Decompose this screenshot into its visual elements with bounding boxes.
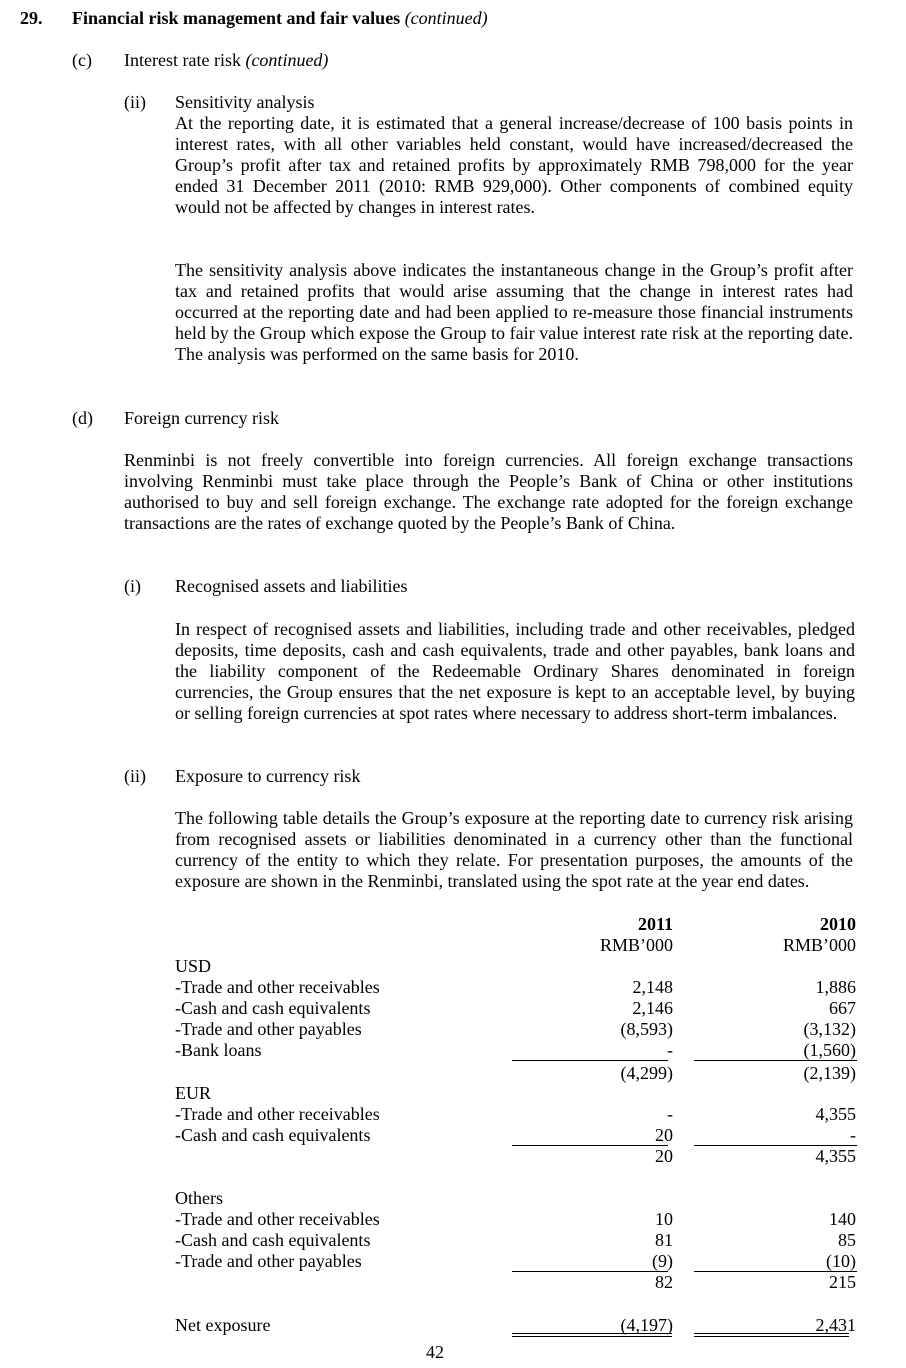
section-d-ii-title: Exposure to currency risk (175, 766, 361, 786)
column-header-2011: 2011 (637, 914, 673, 934)
others-heading: Others (175, 1188, 223, 1208)
table-cell-2011: (8,593) (620, 1019, 673, 1039)
usd-total-2010: (2,139) (803, 1063, 856, 1083)
section-c-ii-label: (ii) (124, 92, 146, 112)
section-d-i-title: Recognised assets and liabilities (175, 576, 408, 596)
table-cell-2011: 20 (655, 1125, 673, 1145)
net-double-rule-2011 (512, 1333, 672, 1337)
table-cell-2011: (9) (652, 1251, 673, 1271)
table-cell-2011: 81 (655, 1230, 673, 1250)
table-cell-2011: 2,148 (632, 977, 673, 997)
table-cell-2010: 140 (829, 1209, 856, 1229)
table-row-label: -Cash and cash equivalents (175, 1125, 371, 1145)
section-c-label: (c) (72, 50, 92, 70)
section-d-i-label: (i) (124, 576, 141, 596)
net-exposure-label: Net exposure (175, 1315, 271, 1335)
note-title (72, 8, 488, 29)
table-cell-2011: 2,146 (632, 998, 673, 1018)
column-unit-2010: RMB’000 (782, 935, 856, 955)
note-title-text: Financial risk management and fair values (72, 8, 401, 28)
table-row-label: -Cash and cash equivalents (175, 998, 371, 1018)
eur-total-2011: 20 (655, 1146, 673, 1166)
net-exposure-2010: 2,431 (815, 1315, 856, 1335)
usd-total-2011: (4,299) (620, 1063, 673, 1083)
others-total-2011: 82 (655, 1272, 673, 1292)
section-c-title (124, 50, 328, 71)
column-unit-2011: RMB’000 (599, 935, 673, 955)
table-cell-2010: (10) (826, 1251, 856, 1271)
section-c-ii-title: Sensitivity analysis (175, 92, 315, 112)
section-c-title-text: Interest rate risk (124, 50, 241, 70)
table-cell-2010: (3,132) (803, 1019, 856, 1039)
recognised-assets-paragraph: In respect of recognised assets and liabilities, including trade and other receivables, pledged deposits, time deposits, cash and cash equivalents, trade and other payables, bank loans and the liability component of the Redeemable Ordinary Shares denominated in foreign currencies, the Group ensures that the net exposure is kept to an acceptable level, by buying or selling foreign currencies at spot rates where necessary to address short-term imbalances. (175, 619, 855, 723)
subtotal-rule-2011 (512, 1060, 668, 1061)
others-total-2010: 215 (829, 1272, 856, 1292)
table-cell-2010: 667 (829, 998, 856, 1018)
section-c-title-suffix: (continued) (245, 50, 329, 70)
table-row-label: -Trade and other receivables (175, 1209, 380, 1229)
table-cell-2010: - (850, 1125, 856, 1145)
table-cell-2010: 1,886 (815, 977, 856, 997)
exposure-paragraph: The following table details the Group’s exposure at the reporting date to currency risk arising from recognised assets or liabilities denominated in a currency other than the functional currency of the entity to which they relate. For presentation purposes, the amounts of the exposure are shown in the Renminbi, translated using the spot rate at the year end dates. (175, 808, 853, 891)
table-cell-2010: 85 (838, 1230, 856, 1250)
table-cell-2010: (1,560) (803, 1040, 856, 1060)
table-row-label: -Trade and other receivables (175, 1104, 380, 1124)
eur-heading: EUR (175, 1083, 211, 1103)
table-cell-2011: - (667, 1040, 673, 1060)
column-header-2010: 2010 (820, 914, 856, 934)
table-cell-2010: 4,355 (815, 1104, 856, 1124)
table-cell-2011: 10 (655, 1209, 673, 1229)
sensitivity-paragraph-1: At the reporting date, it is estimated that a general increase/decrease of 100 basis points in interest rates, with all other variables held constant, would have increased/decreased the Group’s profit after tax and retained profits by approximately RMB 798,000 for the year ended 31 December 2011 (2010: RMB 929,000). Other components of combined equity would not be affected by changes in interest rates. (175, 113, 853, 217)
table-row-label: -Trade and other payables (175, 1251, 362, 1271)
sensitivity-paragraph-2: The sensitivity analysis above indicates the instantaneous change in the Group’s profit after tax and retained profits that would arise assuming that the change in interest rates had occurred at the reporting date and had been applied to re-measure those financial instruments held by the Group which expose the Group to fair value interest rate risk at the reporting date. The analysis was performed on the same basis for 2010. (175, 260, 853, 364)
table-row-label: -Bank loans (175, 1040, 262, 1060)
section-d-ii-label: (ii) (124, 766, 146, 786)
subtotal-rule-2010 (694, 1060, 857, 1061)
note-number: 29. (20, 8, 43, 28)
usd-heading: USD (175, 956, 212, 976)
table-cell-2011: - (667, 1104, 673, 1124)
section-d-label: (d) (72, 408, 93, 428)
table-row-label: -Trade and other payables (175, 1019, 362, 1039)
table-row-label: -Cash and cash equivalents (175, 1230, 371, 1250)
net-double-rule-2010 (694, 1333, 849, 1337)
eur-total-2010: 4,355 (815, 1146, 856, 1166)
foreign-currency-intro: Renminbi is not freely convertible into foreign currencies. All foreign exchange transactions involving Renminbi must take place through the People’s Bank of China or other institutions authorised to buy and sell foreign exchange. The exchange rate adopted for the foreign exchange transactions are the rates of exchange quoted by the People’s Bank of China. (124, 450, 853, 533)
note-title-suffix: (continued) (404, 8, 488, 28)
table-row-label: -Trade and other receivables (175, 977, 380, 997)
page-number: 42 (426, 1342, 444, 1362)
section-d-title: Foreign currency risk (124, 408, 279, 428)
net-exposure-2011: (4,197) (620, 1315, 673, 1335)
